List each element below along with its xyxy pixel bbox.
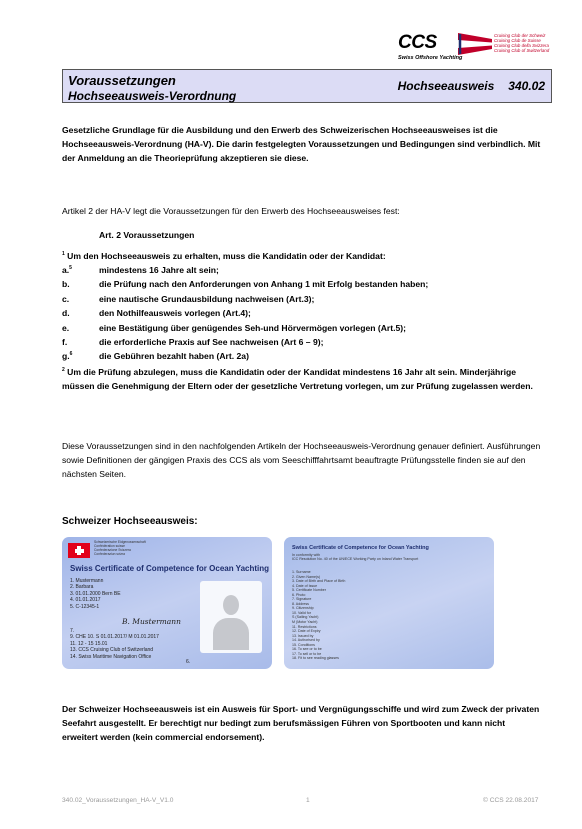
list-item <box>62 263 542 277</box>
photo-placeholder <box>200 581 262 653</box>
document-code: 340.02 <box>508 79 545 93</box>
list-text: den Nothilfeausweis vorlegen (Art.4); <box>99 308 251 319</box>
paragraph-number: 2 <box>62 367 65 373</box>
paragraph-2 <box>62 365 542 393</box>
logo-tagline: Swiss Offshore Yachting <box>398 55 463 61</box>
club-name: Cruising Club of Switzerland <box>494 48 550 54</box>
intro-paragraph: Gesetzliche Grundlage für die Ausbildung und den Erwerb des Schweizerischen Hochseeausweises ist die Hochseeausweis-Verordnung (HA-V). Die darin festgelegten Voraussetzungen und Bedingungen sind verbindlich. Mit der Anmeldung an die Theorieprüfung akzeptieren sie diese. <box>62 125 541 163</box>
body-paragraph: Diese Voraussetzungen sind in den nachfolgenden Artikeln der Hochseeausweis-Verordnung genauer definiert. Ausführungen sowie Definitionen der gängigen Praxis des CCS als vom Seeschifffahrtsamt beauftragte Prüfungsstelle finden sie auf den nächsten Seiten. <box>62 441 541 479</box>
list-item <box>62 335 542 349</box>
list-item <box>62 306 542 320</box>
list-letter: e. <box>62 322 70 333</box>
list-letter: d. <box>62 308 70 319</box>
pennant-flag-icon <box>458 33 492 55</box>
list-letter: g.$^6$ <box>62 351 73 362</box>
card-back-subtitle: In conformity with ICC Resolution No. 40 of the UN/ECE Working Party on Inland Water Transport <box>292 553 419 562</box>
list-item <box>62 292 542 306</box>
document-name: Hochseeausweis <box>397 79 495 93</box>
list-letter: f. <box>62 336 68 347</box>
list-text: die Prüfung nach den Anforderungen von Anhang 1 mit Erfolg bestanden haben; <box>99 279 429 290</box>
paragraph-1 <box>62 249 542 263</box>
certificate-card-front <box>62 537 272 669</box>
card-back-fields: 1. Surname 2. Given Name(s) 3. Date of Birth and Place of Birth 4. Date of Issue 5. Certificate Number 6. Photo 7. Signature 8. Address 9. Citizenship 10. Valid for S (Sailing Yacht) M (Motor Yacht) 11. Restrictions 12. Date of Expiry 13. Issued by 14. Authorised by 15. Conditions 16. To see or to be 17. To sell or to be 18. Fit to see reading glasses <box>292 570 346 661</box>
club-name: Cruising Club der Schweiz <box>494 33 546 38</box>
header-subtitle: Hochseeausweis-Verordnung <box>68 89 237 103</box>
club-names <box>494 33 549 53</box>
section-title: Schweizer Hochseeausweis: <box>62 516 198 527</box>
list-text: mindestens 16 Jahre alt sein; <box>99 265 219 275</box>
header-title: Voraussetzungen <box>68 73 176 88</box>
list-text: eine Bestätigung über genügendes Seh-und Hörvermögen vorlegen (Art.5); <box>99 322 407 333</box>
card-fields: 1. Mustermann 2. Barbara 3. 01.01.2000 Bern BE 4. 01.01.2017 5. C-12345-1 <box>70 578 121 610</box>
paragraph-number: 1 <box>62 251 65 257</box>
card-signature: B. Mustermann <box>122 617 181 626</box>
club-name: Cruising Club della Svizzera <box>494 43 549 49</box>
card-back-title: Swiss Certificate of Competence for Ocean Yachting <box>292 545 429 551</box>
list-item <box>62 277 542 291</box>
article-heading: Art. 2 Voraussetzungen <box>99 230 195 240</box>
footer-page-number: 1 <box>306 797 310 804</box>
certificate-card-back <box>284 537 494 669</box>
card-field-six: 6. <box>186 659 191 665</box>
list-item <box>62 321 542 335</box>
list-item <box>62 349 542 363</box>
list-letter: b. <box>62 279 70 290</box>
club-name: Cruising Club de Suisse <box>494 38 541 44</box>
article-intro: Artikel 2 der HA-V legt die Voraussetzungen für den Erwerb des Hochseeausweises fest: <box>62 206 400 216</box>
footer-filename: 340.02_Voraussetzungen_HA-V_V1.0 <box>62 797 174 804</box>
list-letter: c. <box>62 293 70 304</box>
paragraph-text: Um den Hochseeausweis zu erhalten, muss die Kandidatin oder der Kandidat: <box>67 251 386 261</box>
paragraph-text: Um die Prüfung abzulegen, muss die Kandidatin oder der Kandidat mindestens 16 Jahr alt sein. Minderjährige müssen die Genehmigung der Eltern oder der gesetzliche Vertretung vorlegen, um zur Prüfung zugelassen werden. <box>62 367 533 391</box>
list-text: die erforderliche Praxis auf See nachweisen (Art 6 – 9); <box>99 336 324 347</box>
swiss-flag-icon <box>68 543 90 558</box>
list-text: eine nautische Grundausbildung nachweisen (Art.3); <box>99 293 315 304</box>
requirements-list <box>62 263 542 364</box>
list-letter: a.$^5$ <box>62 265 72 275</box>
card-title: Swiss Certificate of Competence for Ocean Yachting <box>70 564 270 573</box>
issuing-authority: Schweizerische Eidgenossenschaft Confédération suisse Confederazione Svizzera Confederaziun svizra <box>94 540 146 556</box>
ccs-logo <box>398 30 558 66</box>
document-header <box>62 69 552 103</box>
logo-brand: CCS <box>398 32 437 53</box>
person-icon <box>223 595 239 615</box>
closing-paragraph: Der Schweizer Hochseeausweis ist ein Ausweis für Sport- und Vergnügungsschiffe und wird zum Zweck der privaten Seefahrt ausgestellt. Er berechtigt nur bedingt zum berufsmässigen Führen von Sportbooten und kann nicht erweitert werden (kein commercial endorsement). <box>62 704 540 742</box>
footer-copyright: © CCS 22.08.2017 <box>483 797 539 804</box>
card-fields-bottom: 7. 9. CHE 10. S 01.01.2017/ M 01.01.2017 11. 12 - 15 15.01 13. CCS Cruising Club of Switzerland 14. Swiss Maritime Navigation Office <box>70 628 159 660</box>
document-id <box>398 79 545 93</box>
list-text: die Gebühren bezahlt haben (Art. 2a) <box>99 351 249 362</box>
